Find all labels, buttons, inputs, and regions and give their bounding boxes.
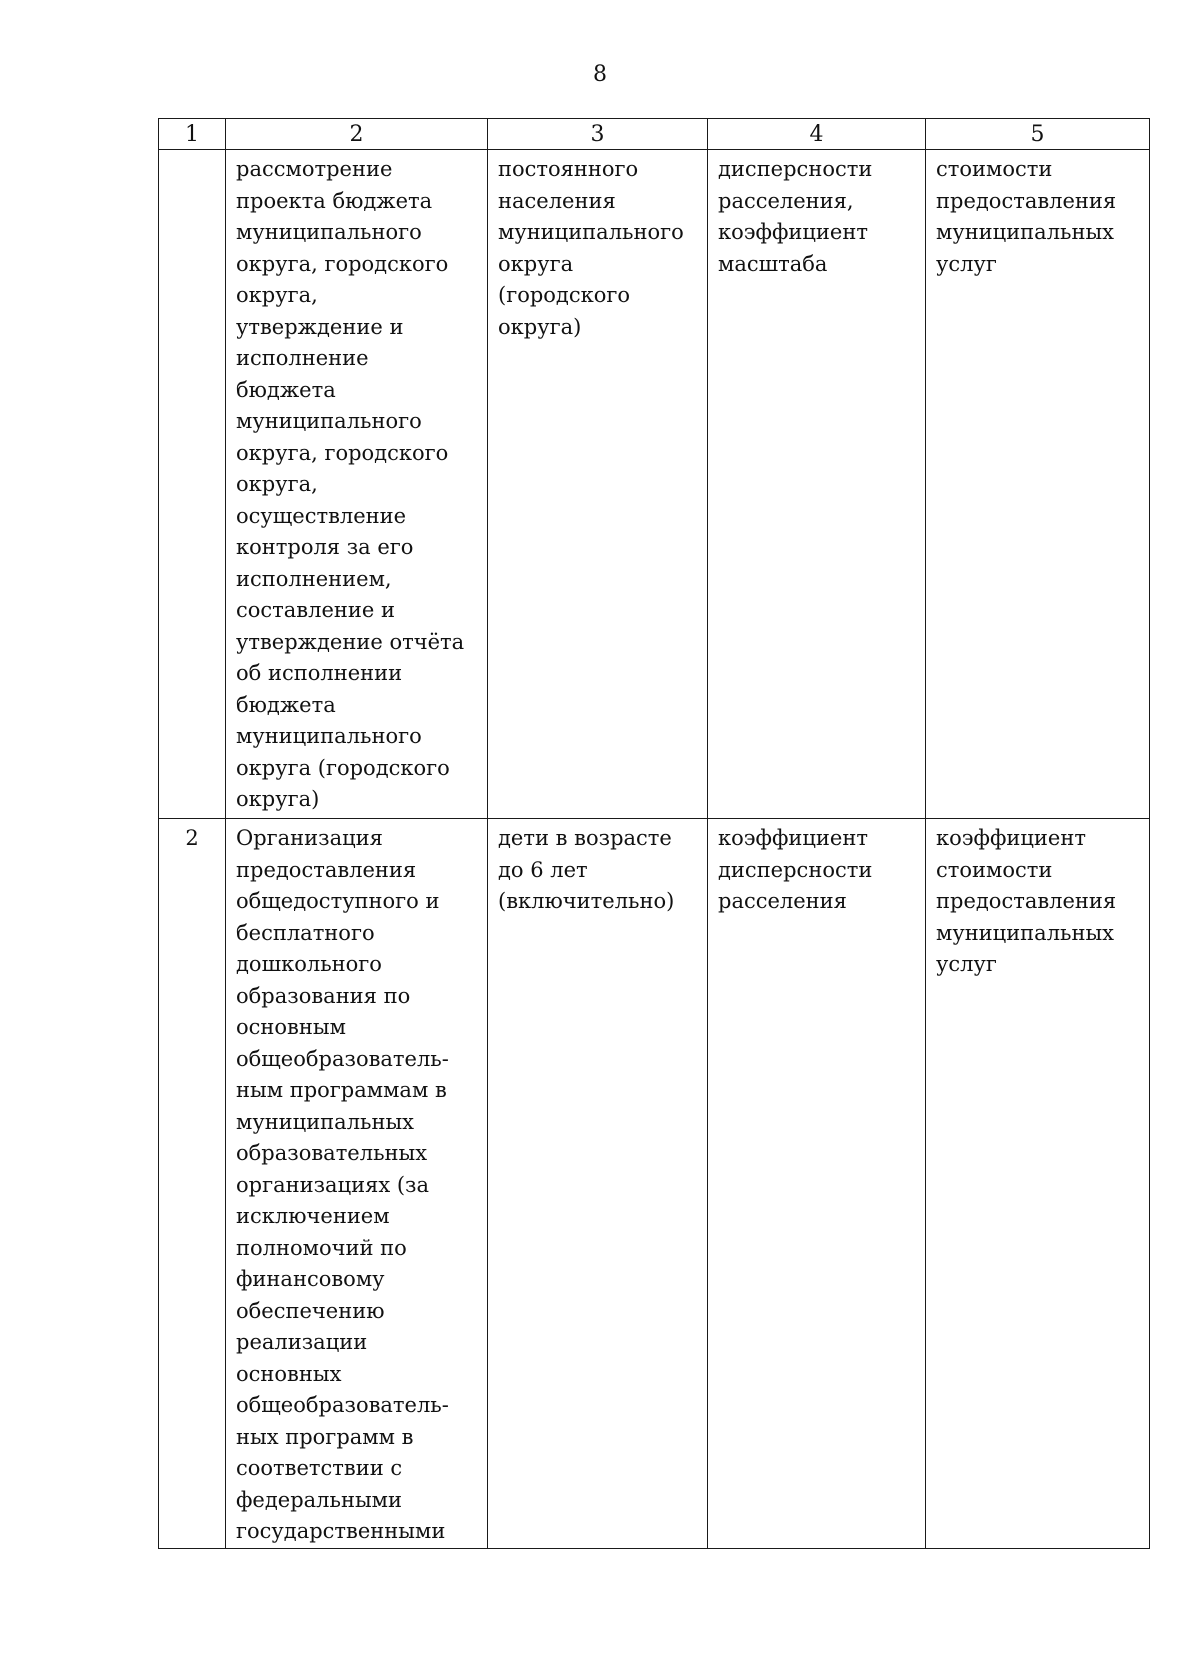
column-header-5: 5	[926, 119, 1150, 150]
page-number: 8	[593, 62, 607, 87]
column-header-3: 3	[488, 119, 708, 150]
powers-cell: рассмотрение проекта бюджета муниципального округа, городского округа, утверждение и исполнение бюджета муниципального округа, городского округа, осуществление контроля за его исполнением, составление и утверждение отчёта об исполнении бюджета муниципального округа (городского округа)	[226, 150, 488, 819]
cost-cell: коэффициент стоимости предоставления муниципальных услуг	[926, 819, 1150, 1549]
row-number-cell	[159, 150, 226, 819]
table-row	[159, 150, 1150, 819]
column-header-1: 1	[159, 119, 226, 150]
column-header-4: 4	[708, 119, 926, 150]
powers-cell: Организация предоставления общедоступного и бесплатного дошкольного образования по основным общеобразователь- ным программам в муниципальных образовательных организациях (за исключением полномочий по финансовому обеспечению реализации основных общеобразователь- ных программ в соответствии с федеральными государственными	[226, 819, 488, 1549]
table-header-row	[159, 119, 1150, 150]
column-header-2: 2	[226, 119, 488, 150]
coefficient-cell: коэффициент дисперсности расселения	[708, 819, 926, 1549]
indicator-cell: дети в возрасте до 6 лет (включительно)	[488, 819, 708, 1549]
indicator-cell: постоянного населения муниципального округа (городского округа)	[488, 150, 708, 819]
cost-cell: стоимости предоставления муниципальных услуг	[926, 150, 1150, 819]
document-table	[158, 118, 1150, 1549]
coefficient-cell: дисперсности расселения, коэффициент масштаба	[708, 150, 926, 819]
row-number-cell: 2	[159, 819, 226, 1549]
table-row	[159, 819, 1150, 1549]
